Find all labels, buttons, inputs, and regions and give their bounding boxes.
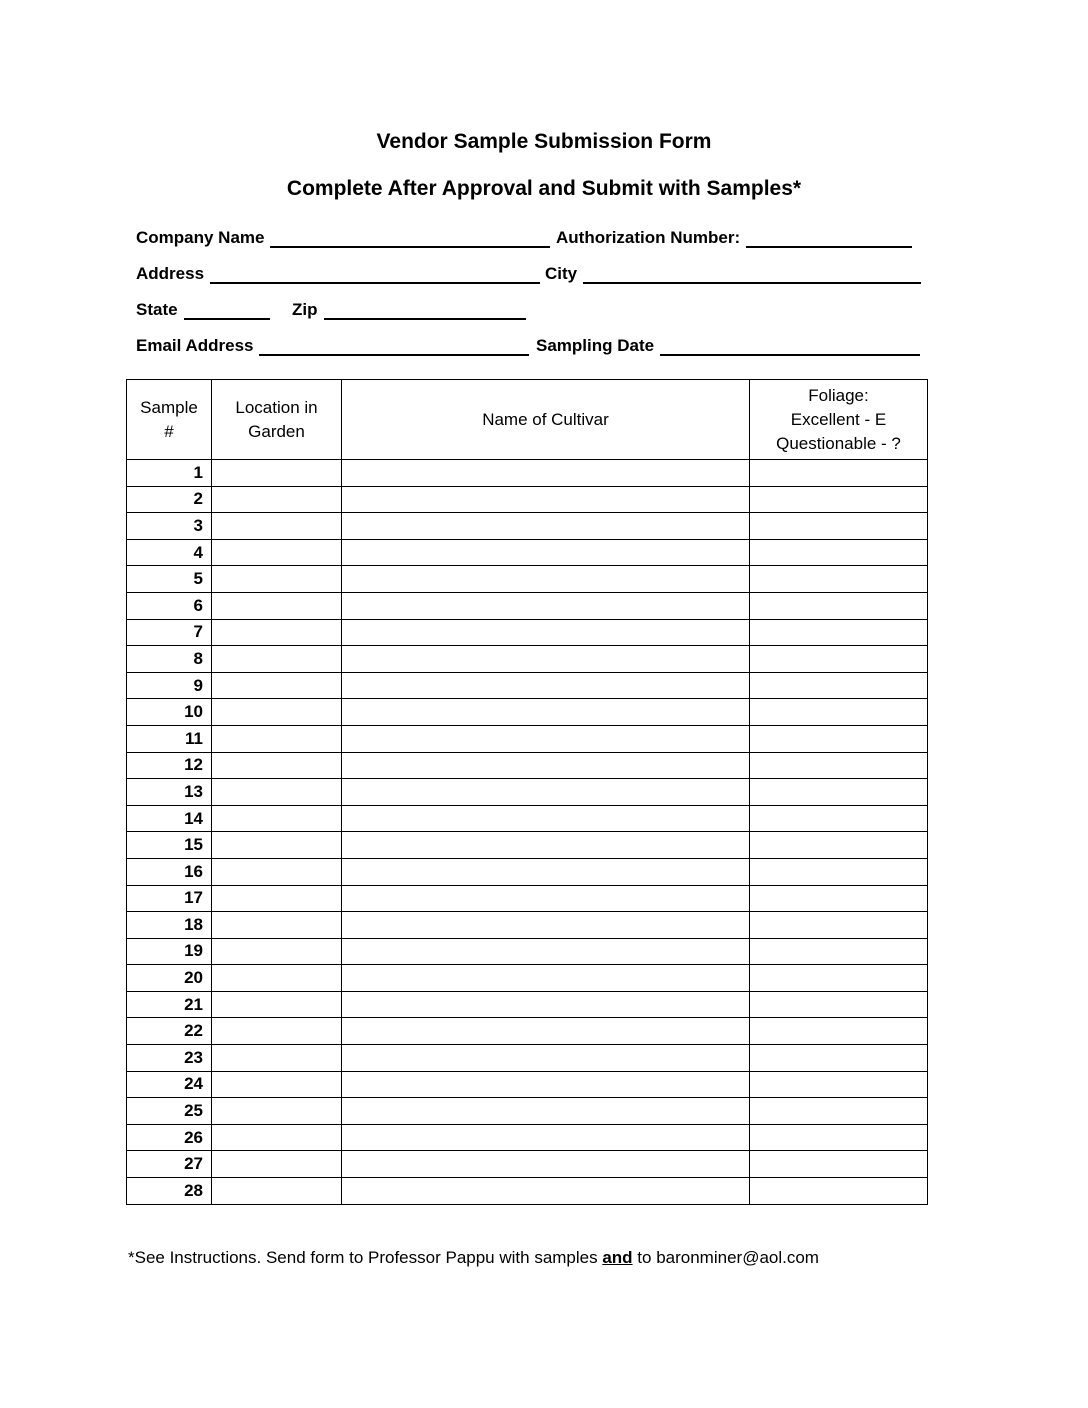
- location-cell[interactable]: [212, 805, 342, 832]
- cultivar-cell[interactable]: [342, 1098, 750, 1125]
- company-name-field: [136, 222, 550, 248]
- sample-number-cell: 15: [127, 832, 212, 859]
- cultivar-cell[interactable]: [342, 513, 750, 540]
- location-cell[interactable]: [212, 592, 342, 619]
- cultivar-cell[interactable]: [342, 486, 750, 513]
- cultivar-cell[interactable]: [342, 885, 750, 912]
- location-cell[interactable]: [212, 672, 342, 699]
- table-row: [127, 912, 928, 939]
- address-field: [136, 258, 540, 284]
- table-row: [127, 938, 928, 965]
- foliage-cell[interactable]: [750, 699, 928, 726]
- foliage-cell[interactable]: [750, 725, 928, 752]
- location-cell[interactable]: [212, 752, 342, 779]
- sample-number-cell: 16: [127, 858, 212, 885]
- table-row: [127, 1178, 928, 1205]
- sample-number-cell: 22: [127, 1018, 212, 1045]
- form-title: Vendor Sample Submission Form: [376, 130, 712, 153]
- cultivar-cell[interactable]: [342, 938, 750, 965]
- location-cell[interactable]: [212, 646, 342, 673]
- sample-number-cell: 14: [127, 805, 212, 832]
- sample-number-cell: 17: [127, 885, 212, 912]
- sample-number-cell: 3: [127, 513, 212, 540]
- sample-number-header: [127, 380, 212, 460]
- table-row: [127, 619, 928, 646]
- foliage-cell[interactable]: [750, 885, 928, 912]
- city-input-line[interactable]: [583, 262, 921, 284]
- location-cell[interactable]: [212, 460, 342, 487]
- table-row: [127, 779, 928, 806]
- sampling-date-field: [536, 330, 920, 356]
- foliage-cell[interactable]: [750, 646, 928, 673]
- sample-number-cell: 24: [127, 1071, 212, 1098]
- sample-number-cell: 8: [127, 646, 212, 673]
- cultivar-cell[interactable]: [342, 1178, 750, 1205]
- sample-number-cell: 25: [127, 1098, 212, 1125]
- table-row: [127, 965, 928, 992]
- table-row: [127, 858, 928, 885]
- state-input-line[interactable]: [184, 298, 270, 320]
- cultivar-cell[interactable]: [342, 619, 750, 646]
- table-row: [127, 566, 928, 593]
- location-cell[interactable]: [212, 1045, 342, 1072]
- cultivar-cell[interactable]: [342, 699, 750, 726]
- authorization-number-input-line[interactable]: [746, 226, 912, 248]
- table-row: [127, 672, 928, 699]
- foliage-cell[interactable]: [750, 1098, 928, 1125]
- authorization-number-label: Authorization Number:: [556, 228, 741, 247]
- footnote-text-before: *See Instructions. Send form to Professor Pappu with samples: [128, 1248, 603, 1267]
- foliage-cell[interactable]: [750, 752, 928, 779]
- location-cell[interactable]: [212, 539, 342, 566]
- table-row: [127, 991, 928, 1018]
- city-field: [545, 258, 921, 284]
- table-row: [127, 592, 928, 619]
- company-name-input-line[interactable]: [270, 226, 550, 248]
- cultivar-cell[interactable]: [342, 1045, 750, 1072]
- zip-field: [292, 294, 526, 320]
- cultivar-cell[interactable]: [342, 460, 750, 487]
- location-cell[interactable]: [212, 779, 342, 806]
- zip-input-line[interactable]: [324, 298, 526, 320]
- table-row: [127, 832, 928, 859]
- cultivar-cell[interactable]: [342, 1071, 750, 1098]
- location-cell[interactable]: [212, 1018, 342, 1045]
- foliage-cell[interactable]: [750, 1045, 928, 1072]
- cultivar-cell[interactable]: [342, 912, 750, 939]
- sample-number-cell: 23: [127, 1045, 212, 1072]
- sample-number-cell: 12: [127, 752, 212, 779]
- location-cell[interactable]: [212, 991, 342, 1018]
- table-header-row: [127, 380, 928, 460]
- cultivar-cell[interactable]: [342, 646, 750, 673]
- location-cell[interactable]: [212, 486, 342, 513]
- footnote: [128, 1248, 819, 1268]
- table-row: [127, 1045, 928, 1072]
- foliage-cell[interactable]: [750, 938, 928, 965]
- sample-number-cell: 10: [127, 699, 212, 726]
- cultivar-cell[interactable]: [342, 965, 750, 992]
- sample-number-cell: 20: [127, 965, 212, 992]
- cultivar-cell[interactable]: [342, 858, 750, 885]
- cultivar-cell[interactable]: [342, 725, 750, 752]
- location-cell[interactable]: [212, 619, 342, 646]
- location-cell[interactable]: [212, 699, 342, 726]
- foliage-cell[interactable]: [750, 858, 928, 885]
- foliage-header-line1: Foliage:: [808, 385, 869, 405]
- foliage-cell[interactable]: [750, 1151, 928, 1178]
- foliage-cell[interactable]: [750, 965, 928, 992]
- sample-header-line2: #: [164, 421, 174, 441]
- location-cell[interactable]: [212, 725, 342, 752]
- table-row: [127, 539, 928, 566]
- foliage-cell[interactable]: [750, 805, 928, 832]
- foliage-cell[interactable]: [750, 672, 928, 699]
- address-input-line[interactable]: [210, 262, 540, 284]
- cultivar-cell[interactable]: [342, 779, 750, 806]
- foliage-cell[interactable]: [750, 1018, 928, 1045]
- location-header-line2: Garden: [248, 421, 305, 441]
- location-cell[interactable]: [212, 832, 342, 859]
- sample-number-cell: 13: [127, 779, 212, 806]
- cultivar-cell[interactable]: [342, 805, 750, 832]
- location-cell[interactable]: [212, 912, 342, 939]
- sample-number-cell: 2: [127, 486, 212, 513]
- location-cell[interactable]: [212, 965, 342, 992]
- footnote-text-after: to baronminer@aol.com: [632, 1248, 819, 1267]
- table-row: [127, 752, 928, 779]
- sample-number-cell: 5: [127, 566, 212, 593]
- sample-number-cell: 4: [127, 539, 212, 566]
- cultivar-cell[interactable]: [342, 1018, 750, 1045]
- sample-number-cell: 18: [127, 912, 212, 939]
- sample-number-cell: 27: [127, 1151, 212, 1178]
- location-header-line1: Location in: [235, 397, 318, 417]
- email-address-label: Email Address: [136, 336, 254, 355]
- cultivar-cell[interactable]: [342, 752, 750, 779]
- table-row: [127, 1124, 928, 1151]
- foliage-header: [750, 380, 928, 460]
- cultivar-cell[interactable]: [342, 592, 750, 619]
- location-cell[interactable]: [212, 1124, 342, 1151]
- table-row: [127, 805, 928, 832]
- address-label: Address: [136, 264, 205, 283]
- foliage-cell[interactable]: [750, 539, 928, 566]
- authorization-number-field: [556, 222, 912, 248]
- sample-header-line1: Sample: [140, 397, 198, 417]
- table-row: [127, 486, 928, 513]
- city-label: City: [545, 264, 578, 283]
- sample-number-cell: 9: [127, 672, 212, 699]
- foliage-cell[interactable]: [750, 566, 928, 593]
- foliage-header-line3: Questionable - ?: [776, 433, 901, 453]
- sample-number-cell: 6: [127, 592, 212, 619]
- table-row: [127, 1018, 928, 1045]
- location-cell[interactable]: [212, 1098, 342, 1125]
- foliage-cell[interactable]: [750, 1124, 928, 1151]
- sampling-date-label: Sampling Date: [536, 336, 655, 355]
- cultivar-cell[interactable]: [342, 539, 750, 566]
- location-cell[interactable]: [212, 858, 342, 885]
- sample-number-cell: 21: [127, 991, 212, 1018]
- footnote-emphasis: and: [602, 1248, 633, 1267]
- table-row: [127, 460, 928, 487]
- table-row: [127, 725, 928, 752]
- cultivar-cell[interactable]: [342, 566, 750, 593]
- sample-number-cell: 28: [127, 1178, 212, 1205]
- table-row: [127, 699, 928, 726]
- table-row: [127, 1071, 928, 1098]
- samples-table: [126, 379, 928, 1205]
- cultivar-cell[interactable]: [342, 1151, 750, 1178]
- form-subtitle: Complete After Approval and Submit with Samples*: [286, 177, 802, 200]
- foliage-cell[interactable]: [750, 460, 928, 487]
- sample-number-cell: 11: [127, 725, 212, 752]
- table-row: [127, 1151, 928, 1178]
- sample-number-cell: 26: [127, 1124, 212, 1151]
- foliage-cell[interactable]: [750, 1071, 928, 1098]
- sampling-date-input-line[interactable]: [660, 334, 920, 356]
- cultivar-cell[interactable]: [342, 1124, 750, 1151]
- location-cell[interactable]: [212, 938, 342, 965]
- location-cell[interactable]: [212, 1071, 342, 1098]
- company-name-label: Company Name: [136, 228, 265, 247]
- table-row: [127, 885, 928, 912]
- sample-number-cell: 1: [127, 460, 212, 487]
- table-row: [127, 1098, 928, 1125]
- table-row: [127, 513, 928, 540]
- email-address-input-line[interactable]: [259, 334, 529, 356]
- sample-number-cell: 7: [127, 619, 212, 646]
- zip-label: Zip: [292, 300, 318, 319]
- location-cell[interactable]: [212, 1151, 342, 1178]
- location-header: [212, 380, 342, 460]
- email-address-field: [136, 330, 529, 356]
- foliage-cell[interactable]: [750, 486, 928, 513]
- cultivar-cell[interactable]: [342, 672, 750, 699]
- sample-number-cell: 19: [127, 938, 212, 965]
- foliage-header-line2: Excellent - E: [790, 409, 887, 429]
- location-cell[interactable]: [212, 1178, 342, 1205]
- foliage-cell[interactable]: [750, 513, 928, 540]
- cultivar-cell[interactable]: [342, 991, 750, 1018]
- foliage-cell[interactable]: [750, 832, 928, 859]
- cultivar-header: Name of Cultivar: [342, 380, 750, 460]
- foliage-cell[interactable]: [750, 619, 928, 646]
- location-cell[interactable]: [212, 566, 342, 593]
- samples-table-body: [127, 460, 928, 1205]
- foliage-cell[interactable]: [750, 1178, 928, 1205]
- state-label: State: [136, 300, 178, 319]
- cultivar-cell[interactable]: [342, 832, 750, 859]
- table-row: [127, 646, 928, 673]
- state-field: [136, 294, 270, 320]
- location-cell[interactable]: [212, 885, 342, 912]
- foliage-cell[interactable]: [750, 912, 928, 939]
- foliage-cell[interactable]: [750, 779, 928, 806]
- location-cell[interactable]: [212, 513, 342, 540]
- foliage-cell[interactable]: [750, 592, 928, 619]
- foliage-cell[interactable]: [750, 991, 928, 1018]
